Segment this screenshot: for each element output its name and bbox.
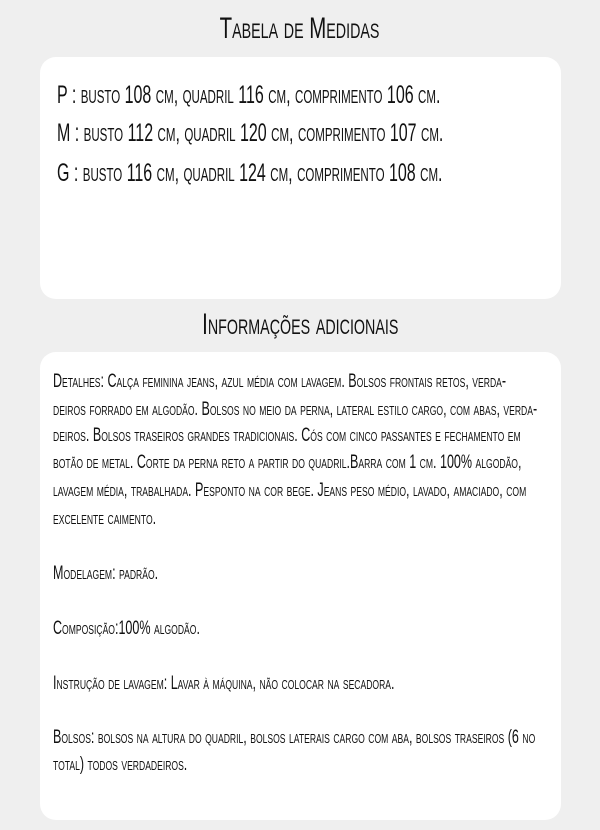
- measures-title-text: Tabela de Medidas: [220, 12, 380, 45]
- size-row-m: M : busto 112 cm, quadril 120 cm, comprimento 107 cm.: [57, 119, 444, 147]
- modelagem-line: Modelagem: padrão.: [53, 563, 159, 584]
- bolsos-line: Bolsos: bolsos na altura do quadril, bolsos laterais cargo com aba, bolsos traseiros (6 no: [53, 727, 536, 748]
- details-line: deiros forrado em algodão. Bolsos no meio da perna, lateral estilo cargo, com abas, verda-: [53, 399, 538, 420]
- lavagem-line: Instrução de lavagem: Lavar à máquina, não colocar na secadora.: [53, 673, 395, 694]
- measures-title: [0, 12, 600, 46]
- size-row-g: G : busto 116 cm, quadril 124 cm, comprimento 108 cm.: [57, 159, 443, 187]
- details-line: lavagem média, trabalhada. Pesponto na cor bege. Jeans peso médio, lavado, amaciado, com: [53, 480, 527, 501]
- size-row-p: P : busto 108 cm, quadril 116 cm, comprimento 106 cm.: [57, 81, 441, 109]
- measures-box: [40, 57, 561, 299]
- details-line: deiros. Bolsos traseiros grandes tradicionais. Cós com cinco passantes e fechamento em: [53, 425, 521, 446]
- info-box: [40, 352, 561, 820]
- bolsos-line: total) todos verdadeiros.: [53, 754, 188, 775]
- info-title: [0, 308, 600, 342]
- info-title-text: Informações adicionais: [201, 308, 399, 341]
- details-line: Detalhes: Calça feminina jeans, azul média com lavagem. Bolsos frontais retos, verda-: [53, 371, 507, 392]
- composicao-line: Composição:100% algodão.: [53, 618, 200, 639]
- details-line: excelente caimento.: [53, 508, 157, 529]
- details-line: botão de metal. Corte da perna reto a partir do quadril.Barra com 1 cm. 100% algodão,: [53, 452, 522, 473]
